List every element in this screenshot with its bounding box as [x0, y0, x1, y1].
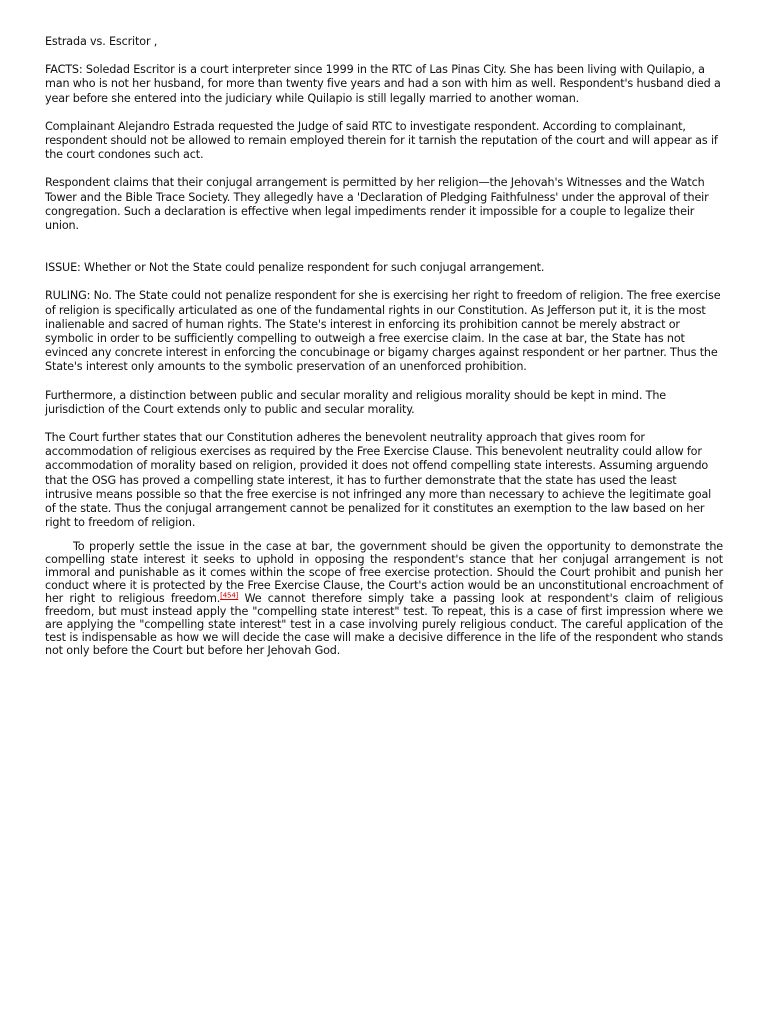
complainant-paragraph: Complainant Alejandro Estrada requested the Judge of said RTC to investigate respondent. According to complainant, respondent should not be allowed to remain employed therein for it tarnish the reputation of the court and will appear as if the court condones such act.	[45, 119, 718, 162]
footnote-link[interactable]: [454]	[220, 591, 239, 600]
furthermore-paragraph: Furthermore, a distinction between public and secular morality and religious morality should be kept in mind. The jurisdiction of the Court extends only to public and secular morality.	[45, 388, 666, 416]
case-title: Estrada vs. Escritor ,	[45, 35, 158, 48]
facts-paragraph: FACTS: Soledad Escritor is a court interpreter since 1999 in the RTC of Las Pinas City. She has been living with Quilapio, a man who is not her husband, for more than twenty five years and had a son with him as well. Respondent's husband died a year before she entered into the judiciary while Quilapio is still legally married to another woman.	[45, 63, 721, 105]
respondent-claims-paragraph: Respondent claims that their conjugal arrangement is permitted by her religion—the Jehovah's Witnesses and the Watch Tower and the Bible Trace Society. They allegedly have a 'Declaration of Pledging Faithfulness' under the approval of their congregation. Such a declaration is effective when legal impediments render it impossible for a couple to legalize their union.	[45, 176, 709, 233]
quoted-paragraph	[45, 540, 723, 657]
quote-text-part1: To properly settle the issue in the case at bar, the government should be given the opportunity to demonstrate the compelling state interest it seeks to uphold in opposing the respondent's stance that her conjugal arrangement is not immoral and punishable as it comes within the scope of free exercise protection. Should the Court prohibit and punish her conduct where it is protected by the Free Exercise Clause, the Court's action would be an unconstitutional encroachment of her right to religious freedom.	[45, 540, 723, 606]
issue-paragraph: ISSUE: Whether or Not the State could penalize respondent for such conjugal arrangement.	[45, 261, 545, 275]
quote-text-part2: We cannot therefore simply take a passing look at respondent's claim of religious freedom, but must instead apply the "compelling state interest" test. To repeat, this is a case of first impression where we are applying the "compelling state interest" test in a case involving purely religious conduct. The careful application of the test is indispensable as how we will decide the case will make a decisive difference in the life of the respondent who stands not only before the Court but before her Jehovah God.	[45, 592, 723, 658]
document-page	[45, 35, 723, 671]
court-further-paragraph: The Court further states that our Constitution adheres the benevolent neutrality approach that gives room for accommodation of religious exercises as required by the Free Exercise Clause. This benevolent neutrality could allow for accommodation of morality based on religion, provided it does not offend compelling state interests. Assuming arguendo that the OSG has proved a compelling state interest, it has to further demonstrate that the state has used the least intrusive means possible so that the free exercise is not infringed any more than necessary to achieve the legitimate goal of the state. Thus the conjugal arrangement cannot be penalized for it constitutes an exemption to the law based on her right to freedom of religion.	[45, 431, 712, 530]
ruling-paragraph: RULING: No. The State could not penalize respondent for she is exercising her right to freedom of religion. The free exercise of religion is specifically articulated as one of the fundamental rights in our Constitution. As Jefferson put it, it is the most inalienable and sacred of human rights. The State's interest in enforcing its prohibition cannot be merely abstract or symbolic in order to be sufficiently compelling to outweigh a free exercise claim. In the case at bar, the State has not evinced any concrete interest in enforcing the concubinage or bigamy charges against respondent or her partner. Thus the State's interest only amounts to the symbolic preservation of an unenforced prohibition.	[45, 289, 721, 374]
